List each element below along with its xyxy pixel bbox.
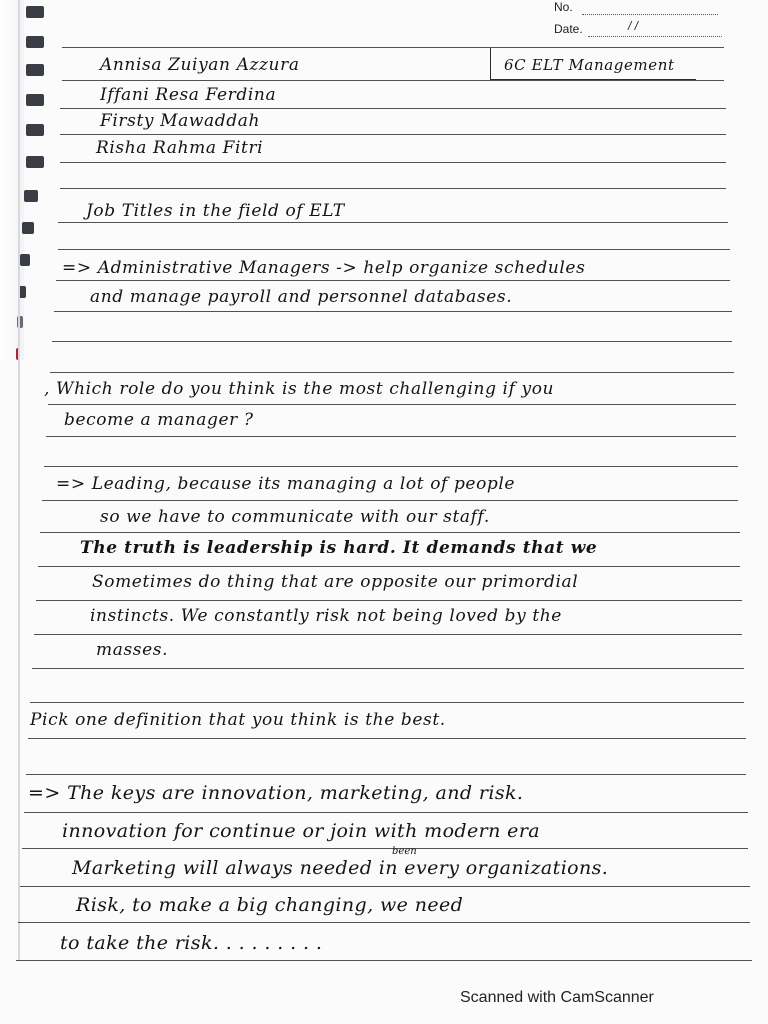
- answer-line: Sometimes do thing that are opposite our primordial: [92, 572, 579, 592]
- answer-line: Marketing will always needed in every organizations.: [72, 857, 609, 879]
- binding-hole: [26, 94, 44, 106]
- no-dotted-line: [582, 14, 718, 16]
- answer-line: innovation for continue or join with modern era: [62, 820, 541, 842]
- ruled-line: [36, 600, 742, 601]
- ruled-line: [50, 372, 734, 373]
- question-line: become a manager ?: [64, 410, 254, 430]
- ruled-line: [22, 848, 748, 849]
- date-value: / /: [628, 19, 639, 33]
- binding-hole: [26, 6, 44, 18]
- ruled-line: [62, 80, 724, 81]
- binding-hole: [24, 190, 38, 202]
- ruled-line: [34, 634, 742, 635]
- ruled-line: [28, 738, 746, 739]
- ruled-line: [44, 466, 738, 467]
- binding-hole: [26, 64, 44, 76]
- answer-line: The truth is leadership is hard. It demands that we: [80, 538, 598, 558]
- ruled-line: [60, 108, 726, 109]
- binding-hole: [22, 222, 34, 234]
- binding-hole: [26, 156, 44, 168]
- binding-hole: [26, 36, 44, 48]
- class-box-divider: [490, 48, 491, 80]
- ruled-line: [60, 162, 726, 163]
- binding-hole: [26, 124, 44, 136]
- answer-line: instincts. We constantly risk not being loved by the: [90, 606, 562, 626]
- ruled-line: [16, 960, 752, 961]
- binding-hole: [20, 254, 30, 266]
- ruled-line: [20, 886, 750, 887]
- ruled-line: [30, 702, 744, 703]
- ruled-line: [54, 311, 732, 312]
- ruled-line: [58, 222, 728, 223]
- topic-title: Job Titles in the field of ELT: [86, 201, 345, 221]
- answer-line: Risk, to make a big changing, we need: [76, 894, 464, 916]
- page-edge: [18, 0, 20, 960]
- student-name: Risha Rahma Fitri: [96, 138, 264, 158]
- ruled-line: [48, 404, 736, 405]
- ruled-line: [26, 774, 746, 775]
- ruled-line: [56, 280, 730, 281]
- ruled-line: [38, 566, 740, 567]
- ruled-line: [32, 668, 744, 669]
- answer-line: => Leading, because its managing a lot of people: [56, 474, 516, 494]
- spiral-binding: [0, 0, 24, 360]
- answer-line: => Administrative Managers -> help organize schedules: [62, 258, 586, 278]
- ruled-line: [60, 188, 726, 189]
- ruled-line: [46, 436, 736, 437]
- no-label: No.: [554, 0, 573, 14]
- ruled-line: [18, 922, 750, 923]
- class-label: 6C ELT Management: [504, 56, 675, 74]
- scanner-watermark: Scanned with CamScanner: [460, 989, 654, 1006]
- ruled-line: [42, 500, 738, 501]
- answer-line: so we have to communicate with our staff.: [100, 507, 490, 527]
- answer-line: => The keys are innovation, marketing, and risk.: [28, 782, 524, 804]
- student-name: Firsty Mawaddah: [100, 111, 260, 131]
- student-name: Iffani Resa Ferdina: [100, 85, 277, 105]
- answer-line: masses.: [96, 640, 169, 660]
- ruled-line: [52, 341, 732, 342]
- date-dotted-line: [588, 36, 722, 38]
- answer-line: and manage payroll and personnel databases.: [90, 287, 513, 307]
- question-line: , Which role do you think is the most challenging if you: [44, 379, 555, 399]
- ruled-line: [60, 134, 726, 135]
- ruled-line: [24, 812, 748, 813]
- question-line: Pick one definition that you think is the best.: [30, 710, 446, 730]
- ruled-line: [62, 47, 724, 48]
- ruled-line: [58, 249, 730, 250]
- student-name: Annisa Zuiyan Azzura: [100, 55, 300, 75]
- class-box-bottom: [490, 79, 696, 80]
- inserted-word: been: [392, 846, 417, 857]
- ruled-line: [40, 532, 740, 533]
- date-label: Date.: [554, 22, 583, 36]
- answer-line: to take the risk. . . . . . . . .: [60, 932, 323, 954]
